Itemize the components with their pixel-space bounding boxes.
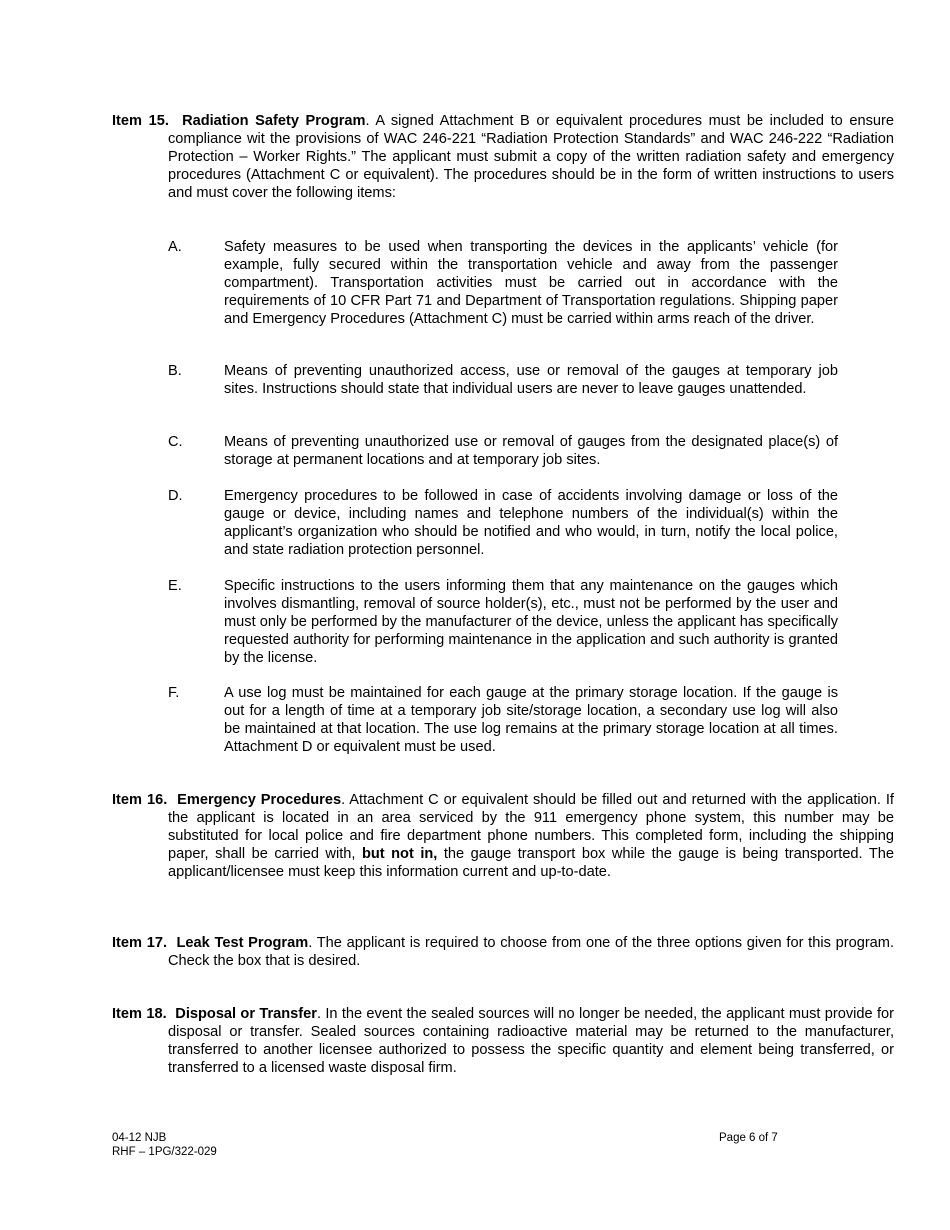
sub-letter: C. — [168, 434, 183, 450]
item-15-sub-d — [168, 487, 838, 559]
item-15-sub-b — [168, 362, 838, 398]
sub-letter: E. — [168, 578, 182, 594]
sub-letter: B. — [168, 363, 182, 379]
footer-code: 04-12 NJB — [112, 1132, 167, 1144]
item-18-label: Item 18. — [112, 1006, 167, 1022]
item-17-text: . The applicant is required to choose from one of the three options given for this program. Check the box that is desired. — [168, 935, 895, 969]
sub-text: A use log must be maintained for each gauge at the primary storage location. If the gauge is out for a length of time at a temporary job site/storage location, a secondary use log will also be maintained at that location. The use log remains at the primary storage location at all times. Attachment D or equivalent must be used. — [224, 685, 838, 755]
item-15-sub-a — [168, 238, 838, 328]
item-16-bold: but not in, — [361, 846, 438, 862]
item-15-text: . A signed Attachment B or equivalent procedures must be included to ensure compliance wit the provisions of WAC 246-221 “Radiation Protection Standards” and WAC 246-222 “Radiation Protection – Worker Rights.” The applicant must submit a copy of the written radiation safety and emergency procedures (Attachment C or equivalent). The procedures should be in the form of written instructions to users and must cover the following items: — [168, 113, 894, 201]
sub-letter: D. — [168, 488, 183, 504]
item-17-title: Leak Test Program — [176, 935, 309, 951]
item-16-title: Emergency Procedures — [177, 792, 342, 808]
item-15-sub-e — [168, 577, 838, 667]
sub-letter: A. — [168, 239, 182, 255]
sub-letter: F. — [168, 685, 180, 701]
sub-text: Means of preventing unauthorized use or removal of gauges from the designated place(s) of storage at permanent locations and at temporary job sites. — [224, 434, 838, 468]
sub-text: Safety measures to be used when transporting the devices in the applicants’ vehicle (for example, fully secured within the transportation vehicle and away from the passenger compartment). Transportation activities must be carried out in accordance with the requirements of 10 CFR Part 71 and Department of Transportation regulations. Shipping paper and Emergency Procedures (Attachment C) must be carried within arms reach of the driver. — [224, 239, 838, 327]
item-15-sub-c — [168, 433, 838, 469]
item-18-text: . In the event the sealed sources will no longer be needed, the applicant must provide for disposal or transfer. Sealed sources containing radioactive material may be returned to the manufacturer, transferred to another licensee authorized to possess the specific quantity and element being transferred, or transferred to a licensed waste disposal firm. — [168, 1006, 895, 1076]
sub-text: Means of preventing unauthorized access, use or removal of the gauges at temporary job sites. Instructions should state that individual users are never to leave gauges unattended. — [224, 363, 838, 397]
item-17 — [112, 934, 894, 970]
sub-text: Specific instructions to the users informing them that any maintenance on the gauges which involves dismantling, removal of source holder(s), etc., must not be performed by the user and must only be performed by the manufacturer of the device, unless the applicant has specifically requested authority for performing maintenance in the application and such authority is granted by the license. — [224, 578, 838, 666]
item-16 — [112, 791, 894, 881]
sub-text: Emergency procedures to be followed in case of accidents involving damage or loss of the gauge or device, including names and telephone numbers of the individual(s) within the applicant’s organization who should be notified and who would, in turn, notify the local police, and state radiation protection personnel. — [224, 488, 838, 558]
item-16-text-before: . Attachment C or equivalent should be filled out and returned with the application. If the applicant is located in an area serviced by the 911 emergency phone system, this number may be substituted for local police and fire department phone numbers. This completed form, including the shipping paper, shall be carried with, — [168, 792, 894, 862]
item-18-title: Disposal or Transfer — [175, 1006, 317, 1022]
item-17-label: Item 17. — [112, 935, 168, 951]
item-15 — [112, 112, 894, 202]
footer-page-number: Page 6 of 7 — [719, 1132, 778, 1144]
item-18 — [112, 1005, 894, 1077]
footer-form: RHF – 1PG/322-029 — [112, 1146, 217, 1158]
item-16-label: Item 16. — [112, 792, 168, 808]
item-15-title: Radiation Safety Program — [182, 113, 366, 129]
item-16-text-after: the gauge transport box while the gauge is being transported. The applicant/licensee must keep this information current and up-to-date. — [168, 846, 894, 880]
item-15-label: Item 15. — [112, 113, 169, 129]
item-15-sub-f — [168, 684, 838, 756]
footer-left — [112, 1131, 217, 1159]
